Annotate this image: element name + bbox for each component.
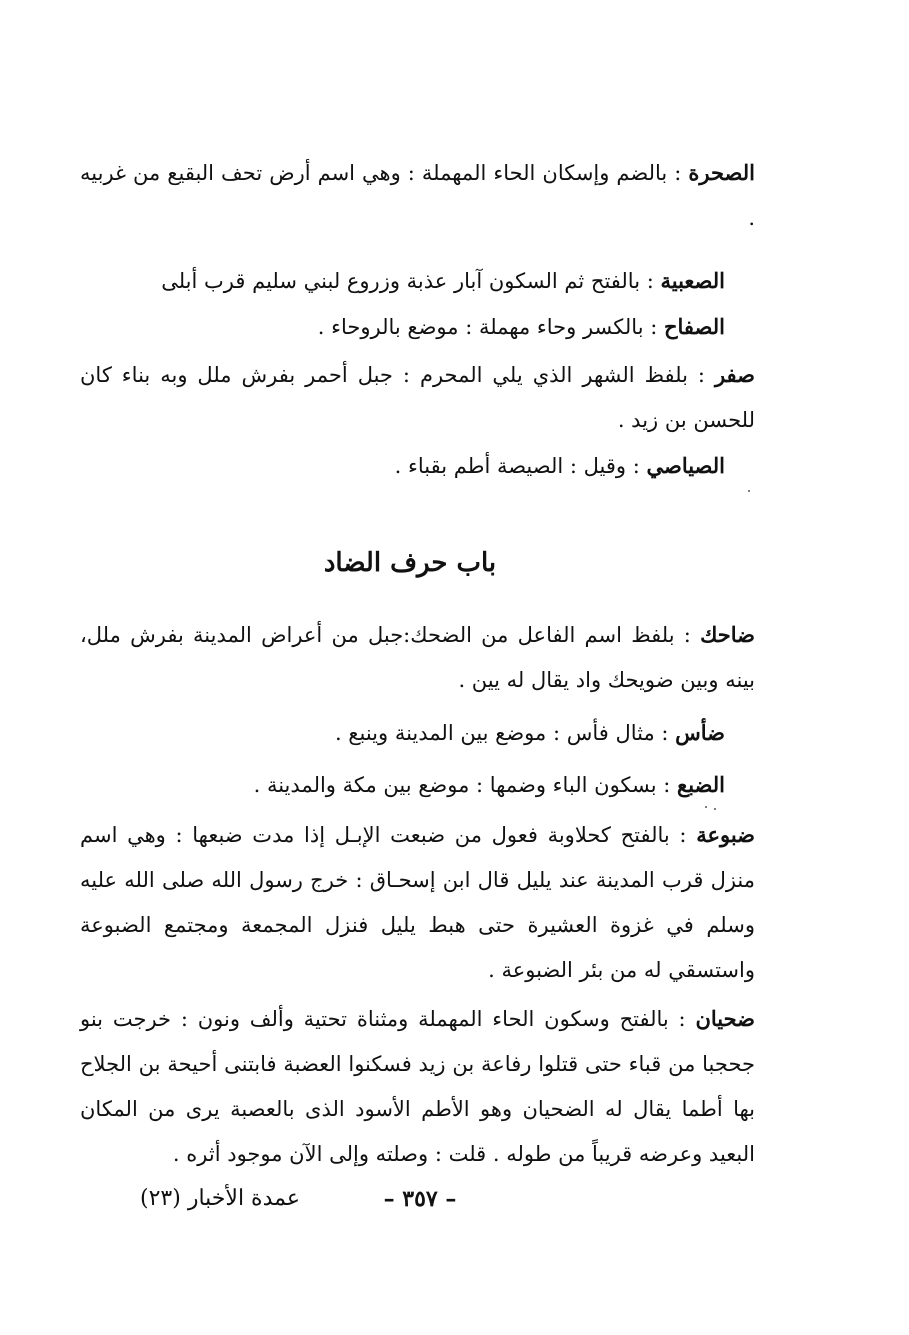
scan-speck: [705, 806, 707, 808]
entry-dahyan: [80, 996, 755, 1177]
entry-safar: [80, 352, 755, 443]
entry-text: : بلفظ الشهر الذي يلي المحرم : جبل أحمر بفرش ملل وبه بناء كان للحسن بن زيد .: [80, 363, 755, 432]
entry-head: الصفاح: [663, 314, 725, 339]
book-title: عمدة الأخبار (٢٣): [140, 1186, 300, 1211]
entry-head: ضاحك: [700, 622, 755, 647]
entry-sayasi: [130, 443, 725, 489]
entry-das: [130, 710, 725, 756]
entry-text: : بالكسر وحاء مهملة : موضع بالروحاء .: [317, 315, 664, 339]
entry-text: : وقيل : الصيصة أطم بقباء .: [394, 454, 647, 478]
entry-dahik: [80, 612, 755, 703]
entry-dab: [130, 762, 725, 808]
entry-head: ضحيان: [695, 1006, 755, 1031]
entry-text: : بالفتح وسكون الحاء المهملة ومثناة تحتية وألف ونون : خرجت بنو جحجبا من قباء حتى قتلوا رفاعة بن زيد فسكنوا العضبة فابتنى أحيحة بن الجلاح بها أطما يقال له الضحيان وهو الأطم الأسود الذى بالعصبة يرى من المكان البعيد وعرضه قريباً من طوله . قلت : وصلته وإلى الآن موجود أثره .: [80, 1007, 755, 1166]
entry-head: الصعبية: [660, 268, 725, 293]
entry-text: : بسكون الباء وضمها : موضع بين مكة والمدينة .: [253, 773, 678, 797]
scan-speck: [714, 808, 716, 810]
entry-sifah: [130, 304, 725, 350]
page-number: – ٣٥٧ –: [383, 1186, 457, 1212]
entry-text: : بالفتح كحلاوبة فعول من ضبعت الإبـل إذا مدت ضبعها : وهي اسم منزل قرب المدينة عند يليل قال ابن إسحـاق : خرج رسول الله صلى الله عليه وسلم في غزوة العشيرة حتى هبط يليل فنزل المجمعة ومجتمع الضبوعة واستسقي له من بئر الضبوعة .: [80, 823, 755, 982]
entry-sahra: [80, 150, 755, 241]
entry-head: صفر: [714, 362, 755, 387]
entry-dabua: [80, 812, 755, 993]
entry-head: ضأس: [675, 720, 725, 745]
entry-head: الصحرة: [688, 160, 755, 185]
section-title: باب حرف الضاد: [323, 548, 497, 578]
scan-speck: [748, 490, 750, 492]
entry-text: : مثال فأس : موضع بين المدينة وينبع .: [334, 721, 676, 745]
entry-text: : بالفتح ثم السكون آبار عذبة وزروع لبني سليم قرب أبلى: [161, 269, 661, 293]
entry-head: الصياصي: [646, 453, 725, 478]
entry-text: : بلفظ اسم الفاعل من الضحك:جبل من أعراض المدينة بفرش ملل، بينه وبين ضويحك واد يقال له يين .: [80, 623, 755, 692]
entry-head: ضبوعة: [696, 822, 755, 847]
entry-head: الضبع: [677, 772, 725, 797]
entry-text: : بالضم وإسكان الحاء المهملة : وهي اسم أرض تحف البقيع من غربيه .: [80, 161, 755, 230]
entry-saabiya: [130, 258, 725, 304]
